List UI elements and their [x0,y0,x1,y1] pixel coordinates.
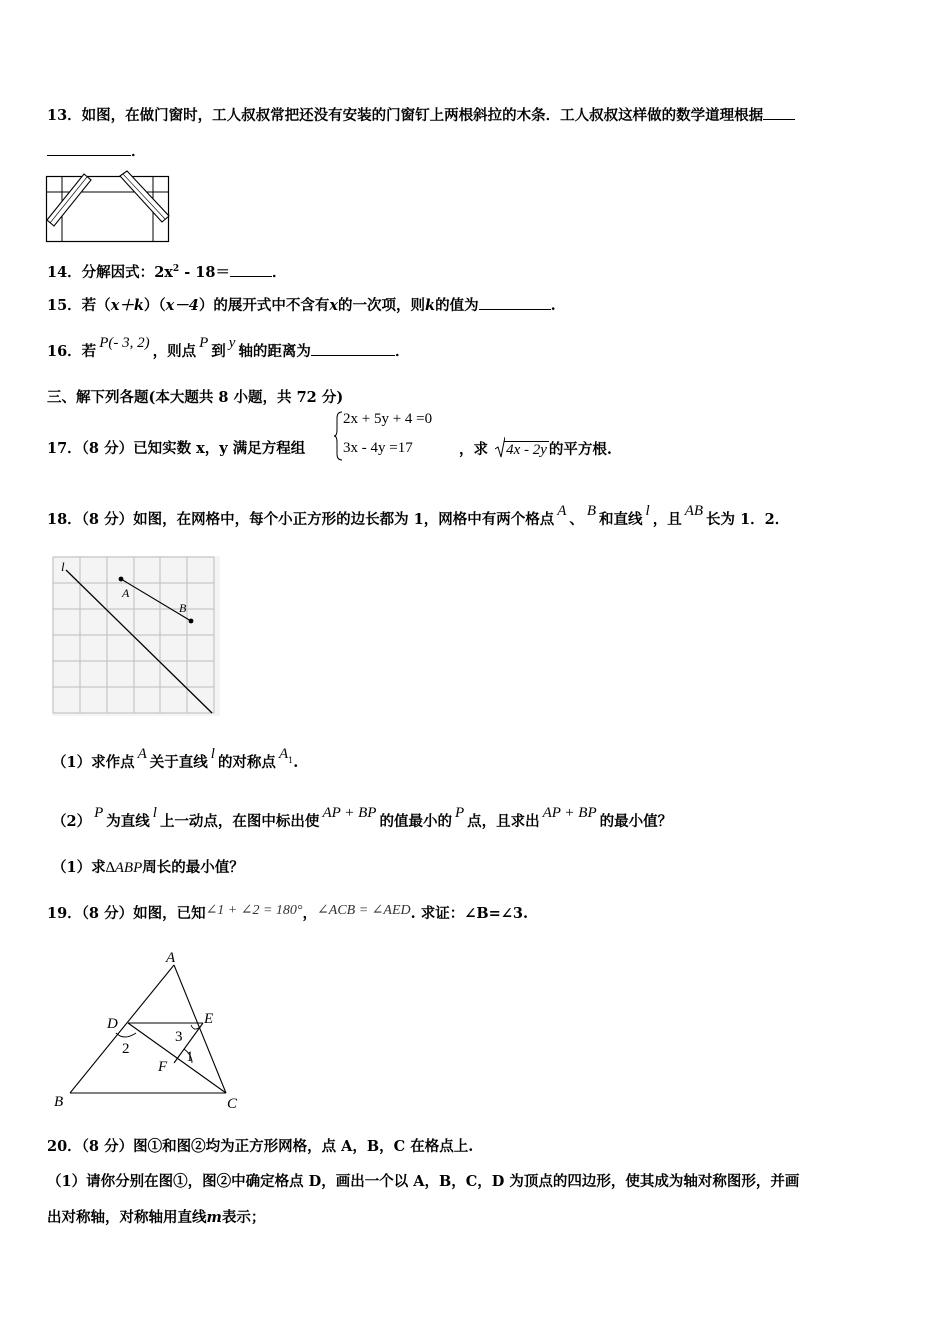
q19-angle-2: 2 [122,1041,130,1057]
q19-label-e: E [204,1011,214,1027]
q18-figure-label-l: l [61,559,65,574]
q18-ab: AB [684,503,704,519]
q19-label-d: D [107,1016,118,1032]
q15-var-x: x [329,297,339,314]
q19-triangle-figure [50,945,250,1115]
q18-part1-end: . [293,754,299,771]
q19-cond-1: ∠1 + ∠2 = 180° [205,903,303,918]
q20-part1-line2-a: 出对称轴，对称轴用直线 [47,1209,207,1226]
q18-part1-l: l [210,746,215,762]
q18-part2-end: 的最小值？ [599,813,673,830]
q16-blank [311,341,395,356]
q19-end: . 求证：∠B=∠3. [410,905,529,922]
q13-line2 [47,140,146,161]
q16-p: P [199,335,209,351]
q17-prefix: 17．（8 分）已知实数 x，y 满足方程组 [47,440,306,457]
q18-part3 [52,856,244,877]
q19-prefix: 19．（8 分）如图，已知 [47,905,206,922]
q13-stem: 13．如图，在做门窗时，工人叔叔常把还没有安装的门窗钉上两根斜拉的木条．工人叔叔这样做的数学道理根据 [47,107,764,124]
q18-part2-expr2: AP + BP [542,805,597,821]
q18-sep: 、 [569,511,584,528]
q14-expr-base: 2x [154,264,173,281]
q17-end: 的平方根. [548,441,612,458]
q15-var-k: k [425,297,436,314]
q18-grid-figure [52,556,220,716]
door-frame-figure [45,170,171,244]
q14-expr-exp: 2 [172,264,180,275]
q18-part3-prefix: （1）求 [52,859,106,876]
q20-title: 20．（8 分）图①和图②均为正方形网格，点 A，B，C 在格点上. [47,1138,474,1155]
q15-text-1: ）的展开式中不含有 [198,297,330,314]
q19-angle-3: 3 [175,1029,183,1045]
q19-text [47,902,528,923]
q17-radicand: 4x - 2y [506,442,547,458]
q18-text [47,503,790,529]
q13-blank-1 [763,105,795,120]
q16-prefix: 16．若 [47,343,97,360]
q18-part2-p: P [94,805,104,821]
q14-end: ． [271,264,287,281]
q18-part2-expr: AP + BP [322,805,377,821]
q18-figure-label-b: B [179,601,187,615]
q18-part3-tri: ∆ABP [105,860,143,876]
q18-text-2: ，且 [652,511,682,528]
q16-text-2: 到 [211,343,226,360]
q18-part1-a1-sub: 1 [288,755,294,765]
q15-mid: ）（ [143,297,166,314]
q20-var-m: m [206,1209,222,1226]
q18-part2-text-2: 上一动点，在图中标出使 [159,813,320,830]
q14-expr-rest: - 18＝ [179,264,230,281]
q16-end: ． [394,343,410,360]
q15-text [47,294,556,315]
q18-part1-text-1: 关于直线 [149,754,208,771]
q19-label-f: F [158,1059,168,1075]
q19-cond-2: ∠ACB = ∠AED [317,903,411,918]
q14-text [47,261,286,282]
q15-text-3: 的值为 [435,297,479,314]
q16-point: P(- 3, 2) [99,335,150,351]
q19-label-b: B [54,1094,64,1110]
q18-part2 [52,805,673,831]
q19-label-a: A [166,950,176,966]
q13-text [47,104,795,125]
q17-eq1: 2x + 5y + 4 =0 [343,411,433,427]
q17-eq2: 3x - 4y =17 [343,440,413,456]
q15-factor-1: x＋k [110,297,144,314]
q18-part2-prefix: （2） [52,813,92,830]
q15-blank [479,295,551,310]
q15-factor-2: x－4 [165,297,199,314]
q20-part1-line2 [47,1206,265,1227]
q16-y: y [228,335,236,351]
q18-part3-end: 周长的最小值？ [142,859,244,876]
q20-part1-line2-b: 表示； [221,1209,266,1226]
q15-text-2: 的一次项，则 [338,297,426,314]
q18-part2-p2: P [454,805,465,821]
q18-text-3: 长为 1．2． [706,511,790,528]
q16-text-1: ，则点 [152,343,197,360]
q18-text-1: 和直线 [599,511,643,528]
q18-part2-text-3: 的值最小的 [379,813,452,830]
q20-part1-line1: （1）请你分别在图①，图②中确定格点 D，画出一个以 A，B，C，D 为顶点的四边形，使其成为轴对称图形，并画 [47,1173,800,1190]
q18-part1-a1: A [278,746,289,762]
q18-figure-label-a: A [122,586,130,600]
q18-part1-text-2: 的对称点 [217,754,276,771]
q18-prefix: 18．（8 分）如图，在网格中，每个小正方形的边长都为 1，网格中有两个格点 [47,511,555,528]
q18-part1 [52,746,299,773]
q15-end: . [550,297,556,314]
q13-blank-2 [47,141,131,156]
q18-part2-l: l [152,805,157,821]
q18-part1-a: A [137,746,147,762]
q16-text-3: 轴的距离为 [238,343,311,360]
q17-tail [459,437,612,459]
q18-l: l [645,503,650,519]
q19-comma: ， [302,905,318,922]
q19-label-c: C [227,1096,238,1112]
q18-b: B [586,503,597,519]
q14-prefix: 14．分解因式： [47,264,155,281]
q18-a: A [557,503,567,519]
q15-prefix: 15．若（ [47,297,111,314]
q13-end: ． [131,143,146,160]
q18-part2-text-1: 为直线 [106,813,150,830]
q18-part1-prefix: （1）求作点 [52,754,135,771]
q18-part2-text-4: 点，且求出 [467,813,540,830]
q14-blank [230,262,272,277]
q16-text [47,335,410,361]
q19-angle-1: 1 [186,1049,194,1065]
q17-text: ，求 [459,441,488,458]
section-3-title: 三、解下列各题(本大题共 8 小题，共 72 分) [47,389,344,406]
